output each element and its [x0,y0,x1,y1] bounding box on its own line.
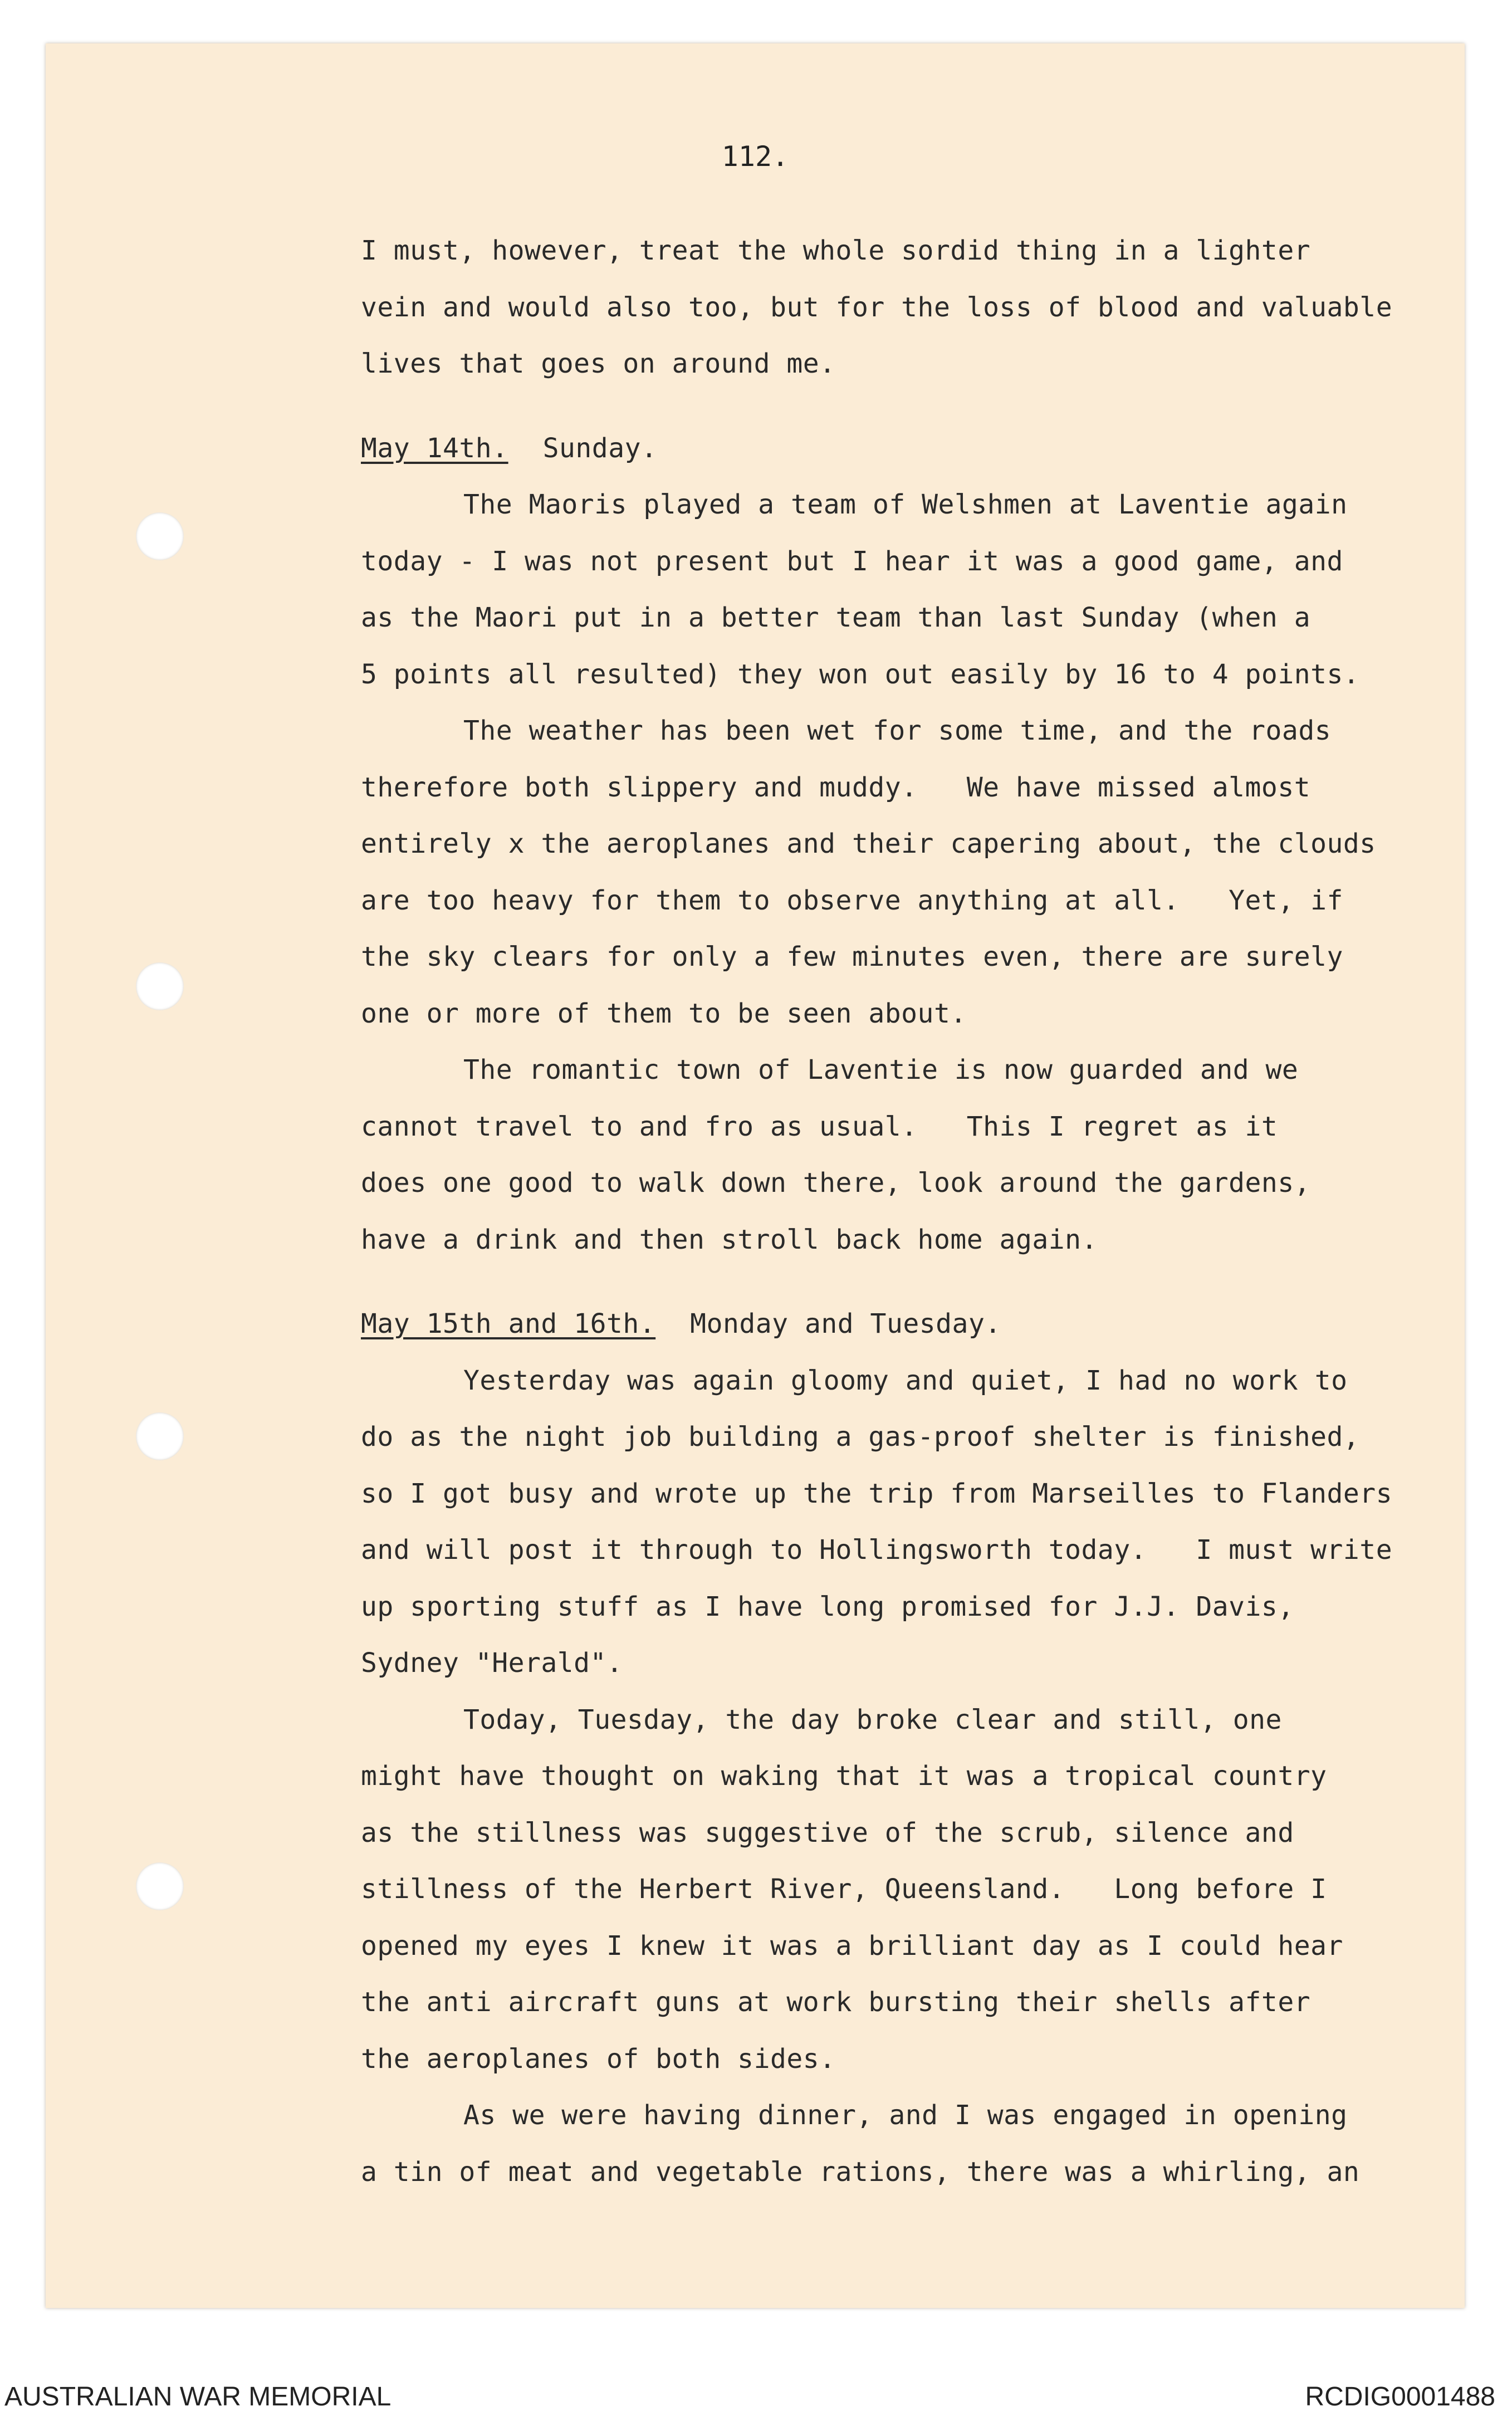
text-line: the aeroplanes of both sides. [361,2043,836,2075]
text-line: do as the night job building a gas-proof shelter is finished, [361,1421,1360,1452]
punch-hole [136,1412,184,1460]
punch-hole [136,512,184,560]
text-line: Today, Tuesday, the day broke clear and still, one [463,1704,1282,1735]
page-body [361,223,1475,2200]
text-line: entirely x the aeroplanes and their capering about, the clouds [361,828,1376,859]
text-line: so I got busy and wrote up the trip from Marseilles to Flanders [361,1478,1393,1509]
entry-date: May 14th. [361,432,508,464]
text-line: and will post it through to Hollingsworth today. I must write [361,1534,1393,1566]
footer-institution: AUSTRALIAN WAR MEMORIAL [4,2382,392,2412]
text-line: therefore both slippery and muddy. We have missed almost [361,771,1311,803]
typescript-page [46,43,1465,2308]
entry-day: Sunday. [542,432,658,464]
text-line: stillness of the Herbert River, Queensland. Long before I [361,1874,1327,1905]
text-line: Sydney "Herald". [361,1647,623,1679]
text-line: a tin of meat and vegetable rations, there was a whirling, an [361,2156,1360,2188]
archive-footer [0,2381,1512,2415]
text-line: have a drink and then stroll back home again. [361,1224,1098,1255]
text-line: might have thought on waking that it was a tropical country [361,1760,1327,1792]
text-line: as the stillness was suggestive of the scrub, silence and [361,1817,1294,1848]
entry-date: May 15th and 16th. [361,1308,656,1339]
text-line: 5 points all resulted) they won out easily by 16 to 4 points. [361,658,1360,690]
text-line: I must, however, treat the whole sordid thing in a lighter [361,235,1311,266]
page-number: 112. [721,140,789,173]
text-line: As we were having dinner, and I was engaged in opening [463,2100,1348,2131]
text-line: The romantic town of Laventie is now guarded and we [463,1054,1299,1085]
text-line: The Maoris played a team of Welshmen at Laventie again [463,489,1348,520]
text-line: today - I was not present but I hear it was a good game, and [361,545,1343,577]
punch-hole [136,962,184,1010]
text-line: The weather has been wet for some time, and the roads [463,715,1332,746]
punch-hole [136,1862,184,1910]
text-line: the anti aircraft guns at work bursting their shells after [361,1987,1311,2018]
entry-heading [361,1296,1475,1353]
text-line: opened my eyes I knew it was a brilliant day as I could hear [361,1930,1343,1962]
entry-day: Monday and Tuesday. [690,1308,1001,1339]
text-line: cannot travel to and fro as usual. This I regret as it [361,1111,1278,1142]
footer-record-id: RCDIG0001488 [1305,2382,1495,2412]
text-line: the sky clears for only a few minutes even, there are surely [361,941,1343,972]
entry-heading [361,420,1475,477]
text-line: as the Maori put in a better team than last Sunday (when a [361,602,1311,633]
text-line: does one good to walk down there, look around the gardens, [361,1167,1311,1199]
text-line: Yesterday was again gloomy and quiet, I had no work to [463,1364,1348,1396]
text-line: up sporting stuff as I have long promised for J.J. Davis, [361,1591,1294,1622]
text-line: are too heavy for them to observe anything at all. Yet, if [361,884,1343,916]
text-line: one or more of them to be seen about. [361,997,967,1029]
text-line: lives that goes on around me. [361,348,836,379]
text-line: vein and would also too, but for the loss of blood and valuable [361,291,1393,323]
